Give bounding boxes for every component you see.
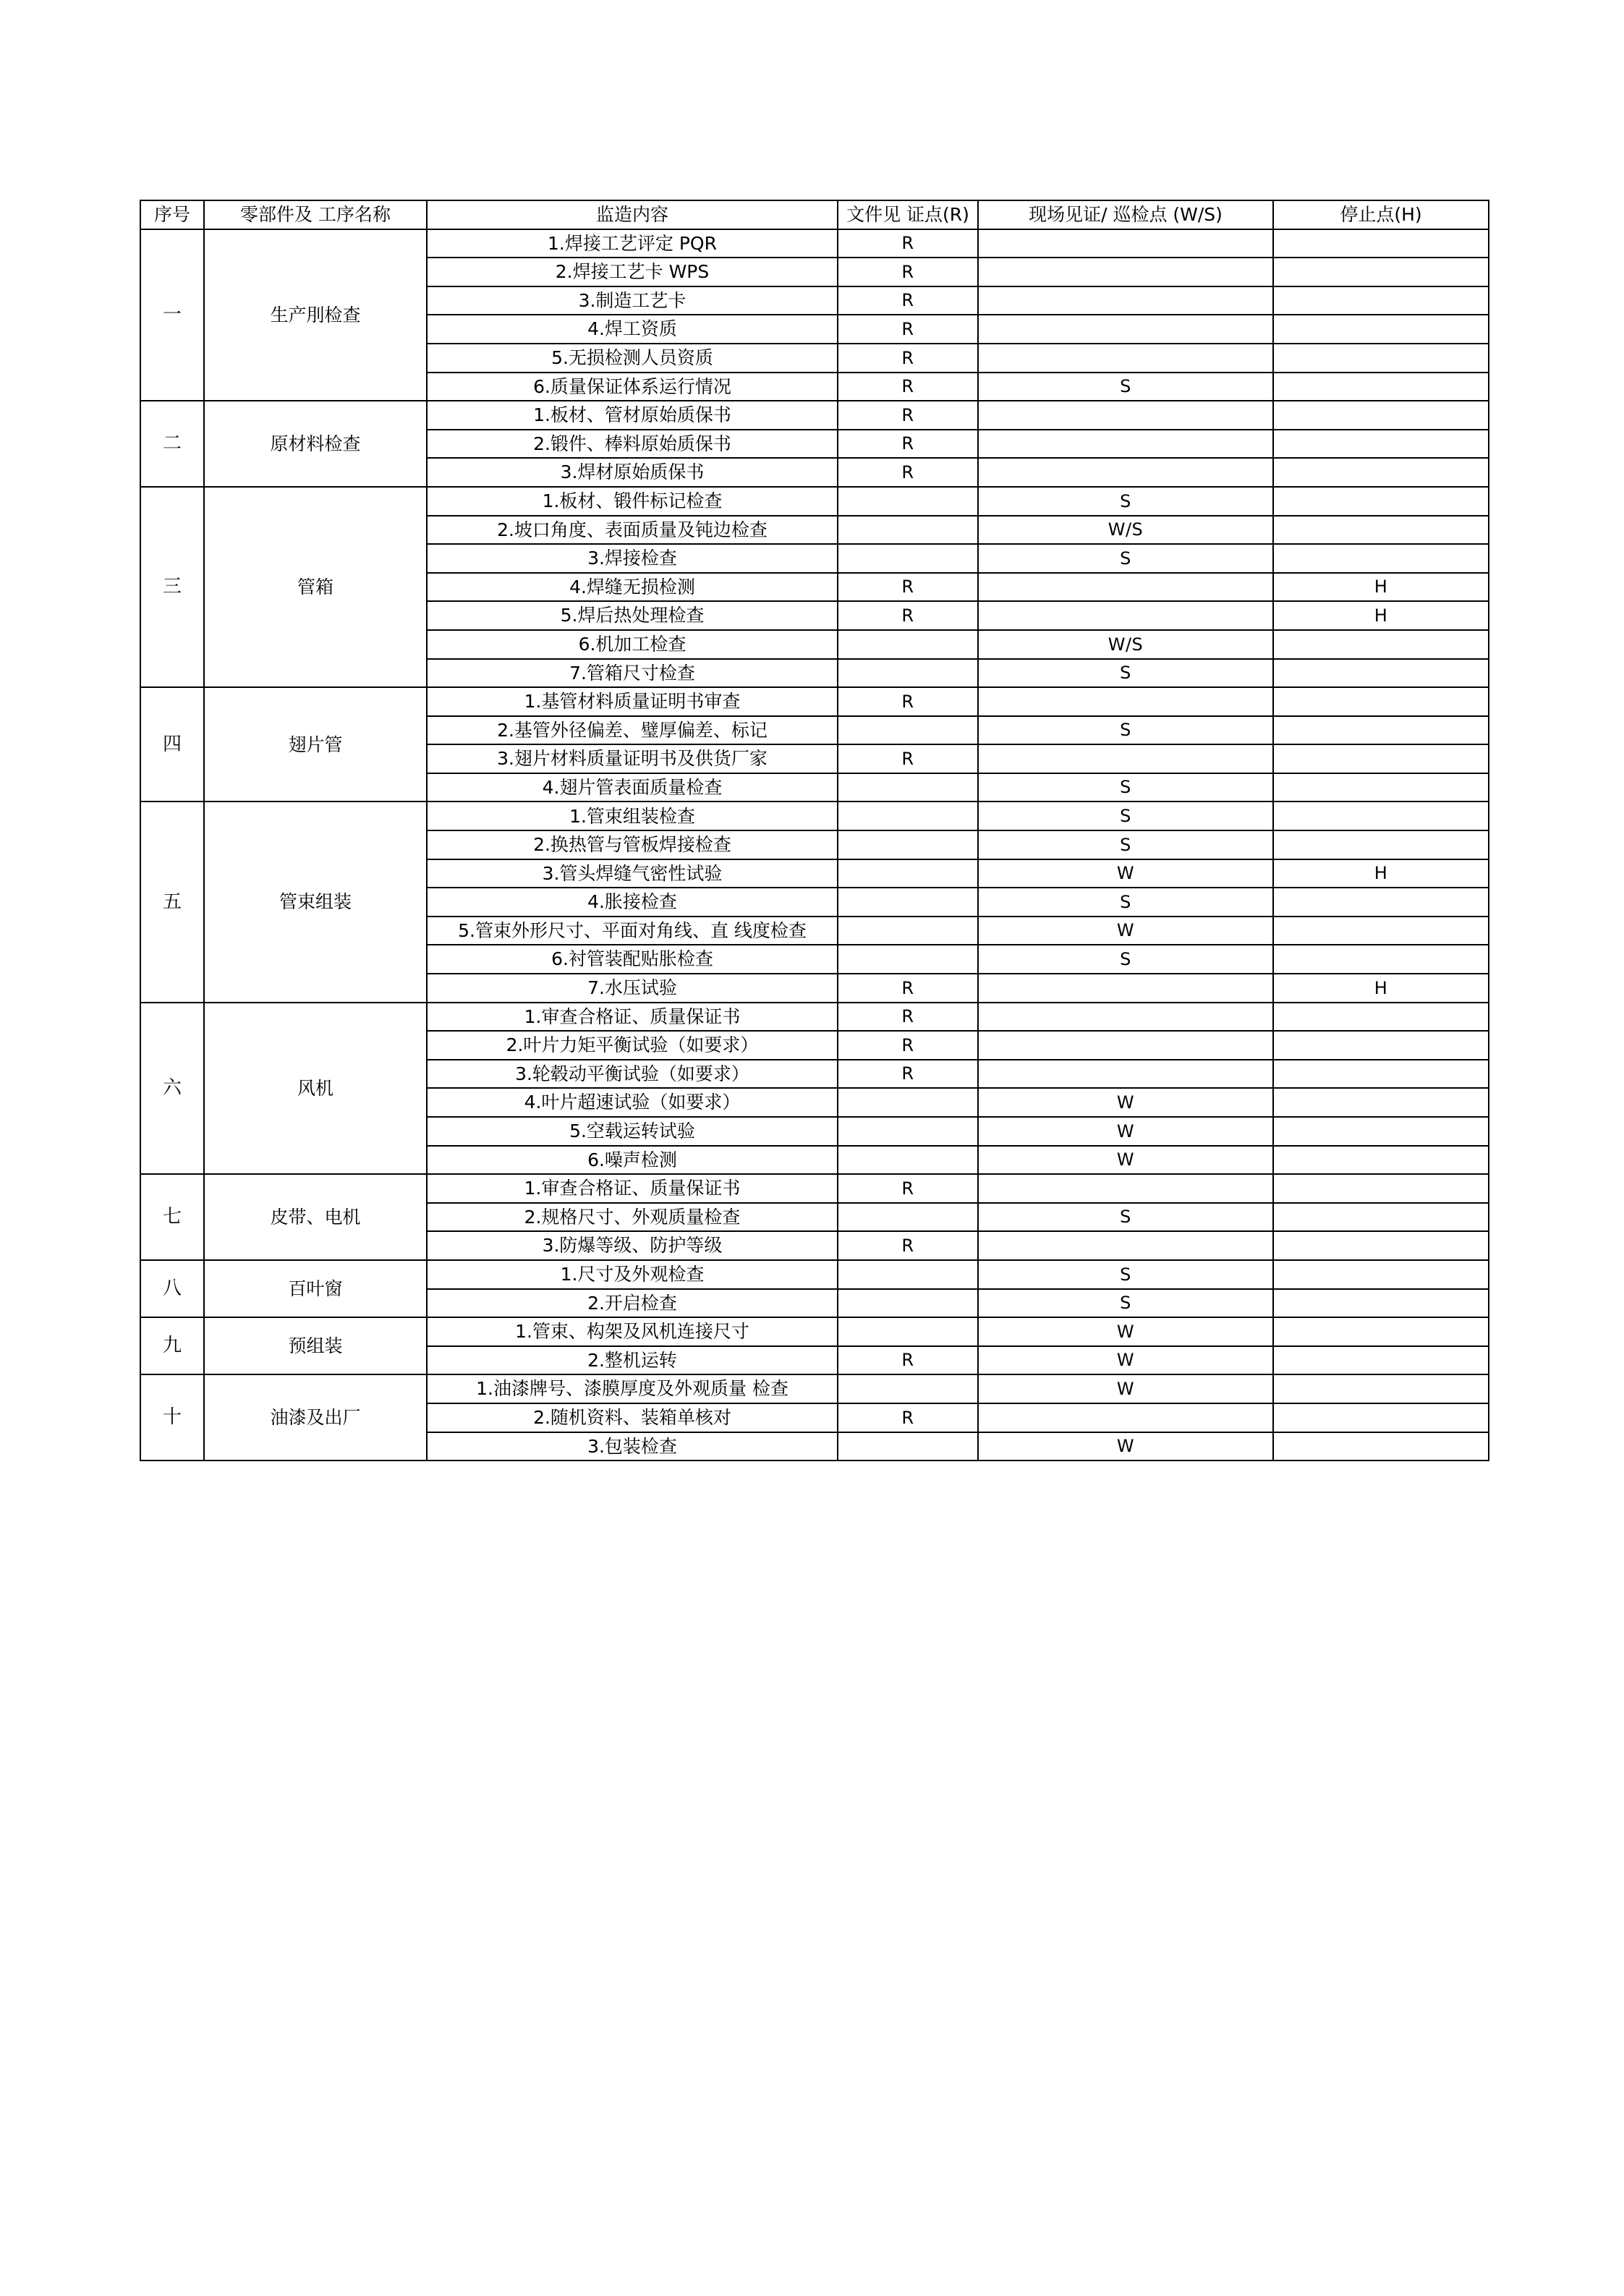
document-witness-cell (838, 716, 978, 745)
document-witness-cell: R (838, 401, 978, 430)
group-name: 原材料检查 (204, 401, 427, 487)
group-name: 管箱 (204, 487, 427, 687)
stop-point-cell (1273, 544, 1489, 573)
inspection-content: 1.油漆牌号、漆膜厚度及外观质量 检查 (427, 1374, 838, 1403)
stop-point-cell (1273, 888, 1489, 917)
group-name: 翅片管 (204, 687, 427, 802)
stop-point-cell: H (1273, 974, 1489, 1003)
stop-point-cell (1273, 830, 1489, 859)
inspection-content: 2.基管外径偏差、璧厚偏差、标记 (427, 716, 838, 745)
inspection-content: 2.锻件、棒料原始质保书 (427, 430, 838, 459)
document-witness-cell (838, 659, 978, 688)
document-witness-cell: R (838, 344, 978, 373)
site-witness-cell: W (978, 917, 1273, 945)
header-document-witness: 文件见 证点(R) (838, 200, 978, 229)
table-row (140, 401, 1489, 430)
site-witness-cell (978, 315, 1273, 344)
site-witness-cell: W (978, 1374, 1273, 1403)
site-witness-cell (978, 1403, 1273, 1432)
table-body (140, 229, 1489, 1461)
inspection-content: 2.整机运转 (427, 1346, 838, 1375)
site-witness-cell (978, 1231, 1273, 1260)
document-witness-cell: R (838, 430, 978, 459)
site-witness-cell: W/S (978, 630, 1273, 659)
inspection-content: 2.规格尺寸、外观质量检查 (427, 1203, 838, 1232)
site-witness-cell: S (978, 1260, 1273, 1289)
stop-point-cell (1273, 229, 1489, 258)
site-witness-cell (978, 229, 1273, 258)
site-witness-cell (978, 601, 1273, 630)
inspection-content: 3.管头焊缝气密性试验 (427, 859, 838, 888)
site-witness-cell (978, 1174, 1273, 1203)
document-witness-cell (838, 516, 978, 545)
table-row (140, 1174, 1489, 1203)
inspection-plan-table (140, 200, 1489, 1461)
inspection-content: 5.管束外形尺寸、平面对角线、直 线度检查 (427, 917, 838, 945)
inspection-content: 2.开启检查 (427, 1289, 838, 1318)
inspection-content: 4.焊缝无损检测 (427, 573, 838, 602)
stop-point-cell (1273, 716, 1489, 745)
site-witness-cell (978, 258, 1273, 286)
inspection-content: 7.水压试验 (427, 974, 838, 1003)
inspection-content: 1.基管材料质量证明书审查 (427, 687, 838, 716)
inspection-content: 2.随机资料、装箱单核对 (427, 1403, 838, 1432)
group-name: 管束组装 (204, 802, 427, 1002)
inspection-content: 4.胀接检查 (427, 888, 838, 917)
site-witness-cell: S (978, 888, 1273, 917)
site-witness-cell (978, 573, 1273, 602)
inspection-content: 2.叶片力矩平衡试验（如要求） (427, 1031, 838, 1060)
inspection-content: 1.板材、管材原始质保书 (427, 401, 838, 430)
inspection-content: 1.板材、锻件标记检查 (427, 487, 838, 516)
document-witness-cell (838, 544, 978, 573)
table-row (140, 1317, 1489, 1346)
inspection-content: 6.衬管装配贴胀检查 (427, 945, 838, 974)
stop-point-cell (1273, 687, 1489, 716)
document-witness-cell (838, 1432, 978, 1461)
group-name: 风机 (204, 1003, 427, 1175)
group-seq: 十 (140, 1374, 204, 1460)
stop-point-cell (1273, 659, 1489, 688)
document-witness-cell (838, 1088, 978, 1117)
stop-point-cell (1273, 1432, 1489, 1461)
document-witness-cell: R (838, 1060, 978, 1089)
site-witness-cell (978, 401, 1273, 430)
table-row (140, 1260, 1489, 1289)
stop-point-cell (1273, 1346, 1489, 1375)
group-name: 皮带、电机 (204, 1174, 427, 1260)
inspection-content: 3.焊接检查 (427, 544, 838, 573)
site-witness-cell: S (978, 802, 1273, 830)
inspection-content: 3.防爆等级、防护等级 (427, 1231, 838, 1260)
document-witness-cell: R (838, 315, 978, 344)
inspection-content: 5.焊后热处理检查 (427, 601, 838, 630)
site-witness-cell (978, 1060, 1273, 1089)
document-witness-cell: R (838, 601, 978, 630)
inspection-content: 3.焊材原始质保书 (427, 458, 838, 487)
stop-point-cell: H (1273, 859, 1489, 888)
inspection-content: 7.管箱尺寸检查 (427, 659, 838, 688)
group-seq: 一 (140, 229, 204, 401)
stop-point-cell (1273, 1231, 1489, 1260)
site-witness-cell: S (978, 773, 1273, 802)
document-witness-cell (838, 1289, 978, 1318)
group-seq: 七 (140, 1174, 204, 1260)
stop-point-cell (1273, 1031, 1489, 1060)
stop-point-cell (1273, 458, 1489, 487)
document-witness-cell (838, 802, 978, 830)
site-witness-cell: S (978, 945, 1273, 974)
stop-point-cell (1273, 401, 1489, 430)
inspection-content: 2.换热管与管板焊接检查 (427, 830, 838, 859)
stop-point-cell (1273, 1203, 1489, 1232)
document-witness-cell (838, 945, 978, 974)
inspection-content: 5.无损检测人员资质 (427, 344, 838, 373)
inspection-content: 5.空载运转试验 (427, 1117, 838, 1146)
stop-point-cell (1273, 1289, 1489, 1318)
document-witness-cell: R (838, 373, 978, 401)
stop-point-cell (1273, 945, 1489, 974)
document-witness-cell: R (838, 229, 978, 258)
site-witness-cell (978, 1003, 1273, 1032)
header-content: 监造内容 (427, 200, 838, 229)
site-witness-cell: W (978, 1117, 1273, 1146)
inspection-content: 6.质量保证体系运行情况 (427, 373, 838, 401)
stop-point-cell (1273, 802, 1489, 830)
site-witness-cell: W (978, 1317, 1273, 1346)
stop-point-cell (1273, 430, 1489, 459)
site-witness-cell (978, 1031, 1273, 1060)
table-row (140, 687, 1489, 716)
stop-point-cell (1273, 1317, 1489, 1346)
document-witness-cell: R (838, 1403, 978, 1432)
group-name: 预组装 (204, 1317, 427, 1374)
document-witness-cell (838, 917, 978, 945)
document-witness-cell: R (838, 458, 978, 487)
inspection-content: 3.制造工艺卡 (427, 286, 838, 315)
site-witness-cell: W (978, 1346, 1273, 1375)
document-witness-cell: R (838, 573, 978, 602)
inspection-content: 1.管束、构架及风机连接尺寸 (427, 1317, 838, 1346)
group-name: 油漆及出厂 (204, 1374, 427, 1460)
document-witness-cell (838, 1203, 978, 1232)
document-witness-cell (838, 773, 978, 802)
document-witness-cell (838, 1317, 978, 1346)
document-witness-cell: R (838, 1174, 978, 1203)
stop-point-cell (1273, 1174, 1489, 1203)
stop-point-cell (1273, 917, 1489, 945)
document-witness-cell (838, 1117, 978, 1146)
stop-point-cell: H (1273, 573, 1489, 602)
document-witness-cell: R (838, 286, 978, 315)
stop-point-cell (1273, 630, 1489, 659)
stop-point-cell (1273, 1003, 1489, 1032)
stop-point-cell (1273, 1088, 1489, 1117)
document-witness-cell (838, 888, 978, 917)
document-witness-cell (838, 630, 978, 659)
group-name: 百叶窗 (204, 1260, 427, 1317)
site-witness-cell: S (978, 1203, 1273, 1232)
inspection-content: 6.噪声检测 (427, 1146, 838, 1175)
stop-point-cell (1273, 258, 1489, 286)
inspection-content: 1.尺寸及外观检查 (427, 1260, 838, 1289)
document-witness-cell (838, 487, 978, 516)
inspection-content: 1.审查合格证、质量保证书 (427, 1174, 838, 1203)
table-row (140, 1003, 1489, 1032)
stop-point-cell: H (1273, 601, 1489, 630)
site-witness-cell: S (978, 1289, 1273, 1318)
inspection-content: 1.审查合格证、质量保证书 (427, 1003, 838, 1032)
site-witness-cell: W (978, 859, 1273, 888)
stop-point-cell (1273, 516, 1489, 545)
document-witness-cell: R (838, 1231, 978, 1260)
document-witness-cell: R (838, 1346, 978, 1375)
group-seq: 九 (140, 1317, 204, 1374)
site-witness-cell: S (978, 487, 1273, 516)
header-site-witness: 现场见证/ 巡检点 (W/S) (978, 200, 1273, 229)
group-seq: 八 (140, 1260, 204, 1317)
inspection-content: 1.焊接工艺评定 PQR (427, 229, 838, 258)
stop-point-cell (1273, 1260, 1489, 1289)
stop-point-cell (1273, 1117, 1489, 1146)
stop-point-cell (1273, 344, 1489, 373)
document-witness-cell (838, 859, 978, 888)
site-witness-cell (978, 430, 1273, 459)
document-witness-cell: R (838, 687, 978, 716)
site-witness-cell: S (978, 659, 1273, 688)
stop-point-cell (1273, 1403, 1489, 1432)
group-seq: 五 (140, 802, 204, 1002)
inspection-content: 4.焊工资质 (427, 315, 838, 344)
document-witness-cell: R (838, 744, 978, 773)
inspection-content: 2.焊接工艺卡 WPS (427, 258, 838, 286)
inspection-content: 2.坡口角度、表面质量及钝边检查 (427, 516, 838, 545)
inspection-content: 1.管束组装检查 (427, 802, 838, 830)
document-witness-cell (838, 1146, 978, 1175)
document-witness-cell (838, 1374, 978, 1403)
stop-point-cell (1273, 1060, 1489, 1089)
table-row (140, 229, 1489, 258)
header-part-name: 零部件及 工序名称 (204, 200, 427, 229)
group-seq: 四 (140, 687, 204, 802)
header-seq: 序号 (140, 200, 204, 229)
stop-point-cell (1273, 373, 1489, 401)
inspection-content: 3.翅片材料质量证明书及供货厂家 (427, 744, 838, 773)
site-witness-cell: S (978, 716, 1273, 745)
site-witness-cell: W/S (978, 516, 1273, 545)
inspection-content: 4.翅片管表面质量检查 (427, 773, 838, 802)
site-witness-cell: W (978, 1088, 1273, 1117)
site-witness-cell: W (978, 1146, 1273, 1175)
document-witness-cell (838, 1260, 978, 1289)
site-witness-cell: S (978, 544, 1273, 573)
document-witness-cell: R (838, 258, 978, 286)
table-row (140, 487, 1489, 516)
site-witness-cell (978, 286, 1273, 315)
site-witness-cell (978, 974, 1273, 1003)
header-row (140, 200, 1489, 229)
stop-point-cell (1273, 773, 1489, 802)
group-seq: 二 (140, 401, 204, 487)
group-seq: 六 (140, 1003, 204, 1175)
stop-point-cell (1273, 1146, 1489, 1175)
stop-point-cell (1273, 487, 1489, 516)
site-witness-cell: W (978, 1432, 1273, 1461)
inspection-content: 3.包装检查 (427, 1432, 838, 1461)
document-witness-cell: R (838, 974, 978, 1003)
site-witness-cell (978, 687, 1273, 716)
inspection-content: 3.轮毂动平衡试验（如要求） (427, 1060, 838, 1089)
table-row (140, 1374, 1489, 1403)
stop-point-cell (1273, 744, 1489, 773)
document-witness-cell: R (838, 1031, 978, 1060)
site-witness-cell: S (978, 830, 1273, 859)
stop-point-cell (1273, 315, 1489, 344)
table-row (140, 802, 1489, 830)
stop-point-cell (1273, 1374, 1489, 1403)
document-witness-cell: R (838, 1003, 978, 1032)
inspection-content: 4.叶片超速试验（如要求） (427, 1088, 838, 1117)
site-witness-cell: S (978, 373, 1273, 401)
site-witness-cell (978, 458, 1273, 487)
group-name: 生产刖检查 (204, 229, 427, 401)
header-stop-point: 停止点(H) (1273, 200, 1489, 229)
inspection-content: 6.机加工检查 (427, 630, 838, 659)
site-witness-cell (978, 344, 1273, 373)
site-witness-cell (978, 744, 1273, 773)
document-witness-cell (838, 830, 978, 859)
group-seq: 三 (140, 487, 204, 687)
stop-point-cell (1273, 286, 1489, 315)
